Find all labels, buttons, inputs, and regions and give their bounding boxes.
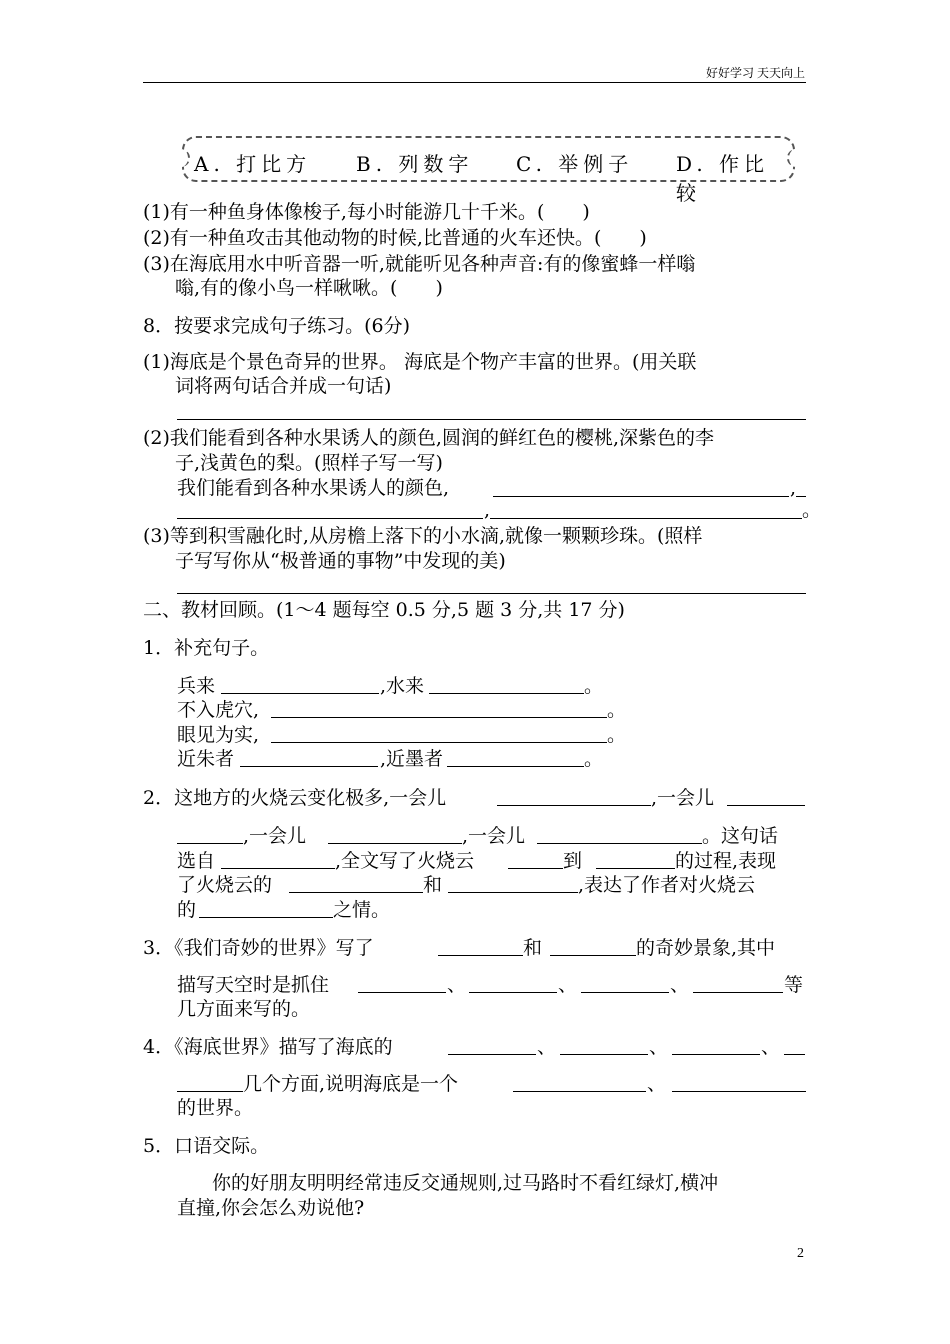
s2-q3-blank-5[interactable]	[581, 992, 669, 993]
s2-q2-blank-2a[interactable]	[727, 805, 805, 806]
s2-q2-blank-7[interactable]	[596, 868, 675, 869]
q8-s2-blank-1[interactable]	[493, 496, 789, 497]
s2-q1-blank-6[interactable]	[447, 766, 584, 767]
s2-q2-blank-2b[interactable]	[177, 843, 243, 844]
s2-q3-b2: 、	[447, 974, 467, 996]
s2-q3-blank-3[interactable]	[358, 992, 446, 993]
s2-q1-blank-3[interactable]	[271, 717, 607, 718]
s2-q1-l1-b: ,水来	[380, 675, 425, 697]
s2-q2-c3: 到	[563, 850, 583, 872]
header-divider	[143, 82, 806, 83]
header-motto: 好好学习 天天向上	[705, 66, 805, 80]
s2-q1-blank-2[interactable]	[429, 693, 584, 694]
s2-q3-a2: 和	[523, 937, 543, 959]
q7-item-3-line1: (3)在海底用水中听音器一听,就能听见各种声音:有的像蜜蜂一样嗡	[143, 253, 696, 275]
s2-q4-a1: 4．《海底世界》描写了海底的	[143, 1036, 393, 1058]
s2-q4-a4: 、	[761, 1036, 781, 1058]
s2-q3-blank-2[interactable]	[550, 955, 636, 956]
s2-q3-b1: 描写天空时是抓住	[177, 974, 330, 996]
s2-q3-blank-6[interactable]	[693, 992, 783, 993]
s2-q4-c1: 的世界。	[177, 1097, 254, 1119]
s2-q5-text-line2: 直撞,你会怎么劝说他?	[177, 1197, 365, 1219]
s2-q1-l1-a: 兵来	[177, 675, 216, 697]
s2-q1-l3-b: 。	[607, 724, 627, 746]
s2-q2-blank-4[interactable]	[537, 843, 702, 844]
s2-q1-l1-c: 。	[584, 675, 604, 697]
s2-q1-l4-b: ,近墨者	[380, 748, 444, 770]
s2-q3-blank-4[interactable]	[469, 992, 557, 993]
q8-s2-line2: 子,浅黄色的梨。(照样子写一写)	[175, 452, 443, 474]
s2-q1-blank-4[interactable]	[271, 742, 607, 743]
s2-q2-blank-10[interactable]	[199, 917, 333, 918]
s2-q1-l4-a: 近朱者	[177, 748, 235, 770]
s2-q4-blank-4a[interactable]	[784, 1054, 805, 1055]
s2-q3-b5: 等	[784, 974, 804, 996]
s2-q4-blank-4b[interactable]	[177, 1091, 243, 1092]
q8-s3-answer-line[interactable]	[177, 593, 806, 594]
s2-q2-b3: 。这句话	[702, 825, 779, 847]
s2-q2-blank-6[interactable]	[508, 868, 563, 869]
s2-q3-b3: 、	[558, 974, 578, 996]
s2-q1-blank-5[interactable]	[240, 766, 378, 767]
s2-q4-blank-5[interactable]	[513, 1091, 646, 1092]
q8-s2-period: 。	[802, 499, 822, 521]
option-c: C. 举例子	[516, 152, 634, 176]
q8-s1-line2: 词将两句话合并成一句话)	[175, 375, 392, 397]
page-number: 2	[797, 1246, 804, 1261]
s2-q1-l2-a: 不入虎穴,	[177, 699, 260, 721]
q8-s2-blank-2a[interactable]	[796, 496, 806, 497]
s2-q2-c4: 的过程,表现	[675, 850, 777, 872]
s2-q2-a1: 2．这地方的火烧云变化极多,一会儿	[143, 787, 447, 809]
s2-q2-blank-9[interactable]	[448, 892, 578, 893]
s2-q1-l3-a: 眼见为实,	[177, 724, 260, 746]
q7-item-3-line2: 嗡,有的像小鸟一样啾啾。( )	[175, 277, 443, 299]
q8-s1-line1: (1)海底是个景色奇异的世界。 海底是个物产丰富的世界。(用关联	[143, 351, 697, 373]
s2-q3-b4: 、	[670, 974, 690, 996]
s2-q2-c2: ,全文写了火烧云	[335, 850, 475, 872]
s2-q4-blank-3[interactable]	[672, 1054, 760, 1055]
option-d: D. 作比较	[676, 152, 770, 205]
s2-q2-d3: ,表达了作者对火烧云	[578, 874, 756, 896]
s2-q4-b2: 、	[647, 1073, 667, 1095]
option-b: B. 列数字	[356, 152, 474, 176]
s2-q1-l4-c: 。	[584, 748, 604, 770]
s2-q1-title: 1．补充句子。	[143, 637, 270, 659]
s2-q4-b1: 几个方面,说明海底是一个	[243, 1073, 459, 1095]
q8-s2-comma-2: ,	[484, 499, 491, 521]
option-a: A. 打比方	[194, 152, 312, 176]
options-box	[182, 136, 795, 205]
s2-q3-a1: 3．《我们奇妙的世界》写了	[143, 937, 374, 959]
section2-title: 二、教材回顾。(1～4 题每空 0.5 分,5 题 3 分,共 17 分)	[143, 599, 625, 621]
q8-s1-answer-line[interactable]	[177, 419, 806, 420]
s2-q4-a2: 、	[537, 1036, 557, 1058]
s2-q2-e2: 之情。	[333, 899, 391, 921]
s2-q2-blank-3[interactable]	[328, 843, 462, 844]
s2-q4-blank-2[interactable]	[560, 1054, 648, 1055]
s2-q1-l2-b: 。	[607, 699, 627, 721]
options-box-notch-left	[178, 149, 190, 167]
s2-q1-blank-1[interactable]	[221, 693, 379, 694]
s2-q2-b1: ,一会儿	[243, 825, 307, 847]
q8-s2-line3: 我们能看到各种水果诱人的颜色,	[177, 477, 450, 499]
s2-q5-text-line1: 你的好朋友明明经常违反交通规则,过马路时不看红绿灯,横冲	[212, 1172, 719, 1194]
s2-q2-b2: ,一会儿	[462, 825, 526, 847]
s2-q2-e1: 的	[177, 899, 197, 921]
s2-q4-blank-1[interactable]	[448, 1054, 536, 1055]
s2-q2-c1: 选自	[177, 850, 216, 872]
s2-q3-a3: 的奇妙景象,其中	[636, 937, 776, 959]
q7-item-1: (1)有一种鱼身体像梭子,每小时能游几十千米。( )	[143, 201, 590, 223]
q8-s2-blank-2b[interactable]	[177, 518, 483, 519]
q8-s2-blank-3[interactable]	[490, 518, 802, 519]
q8-s3-line1: (3)等到积雪融化时,从房檐上落下的小水滴,就像一颗颗珍珠。(照样	[143, 525, 703, 547]
s2-q2-d1: 了火烧云的	[177, 874, 273, 896]
s2-q2-blank-5[interactable]	[221, 868, 335, 869]
s2-q5-title: 5．口语交际。	[143, 1135, 270, 1157]
s2-q4-blank-6[interactable]	[672, 1091, 806, 1092]
s2-q3-c1: 几方面来写的。	[177, 998, 311, 1020]
s2-q2-blank-1[interactable]	[497, 805, 651, 806]
q8-s3-line2: 子写写你从“极普通的事物”中发现的美)	[175, 550, 506, 572]
s2-q3-blank-1[interactable]	[438, 955, 523, 956]
q8-s2-comma: ,	[790, 477, 797, 499]
q8-s2-line1: (2)我们能看到各种水果诱人的颜色,圆润的鲜红色的樱桃,深紫色的李	[143, 427, 714, 449]
s2-q4-a3: 、	[649, 1036, 669, 1058]
q8-title: 8．按要求完成句子练习。(6分)	[143, 315, 411, 337]
s2-q2-a2: ,一会儿	[651, 787, 715, 809]
q7-item-2: (2)有一种鱼攻击其他动物的时候,比普通的火车还快。( )	[143, 227, 647, 249]
s2-q2-d2: 和	[423, 874, 443, 896]
s2-q2-blank-8[interactable]	[289, 892, 423, 893]
